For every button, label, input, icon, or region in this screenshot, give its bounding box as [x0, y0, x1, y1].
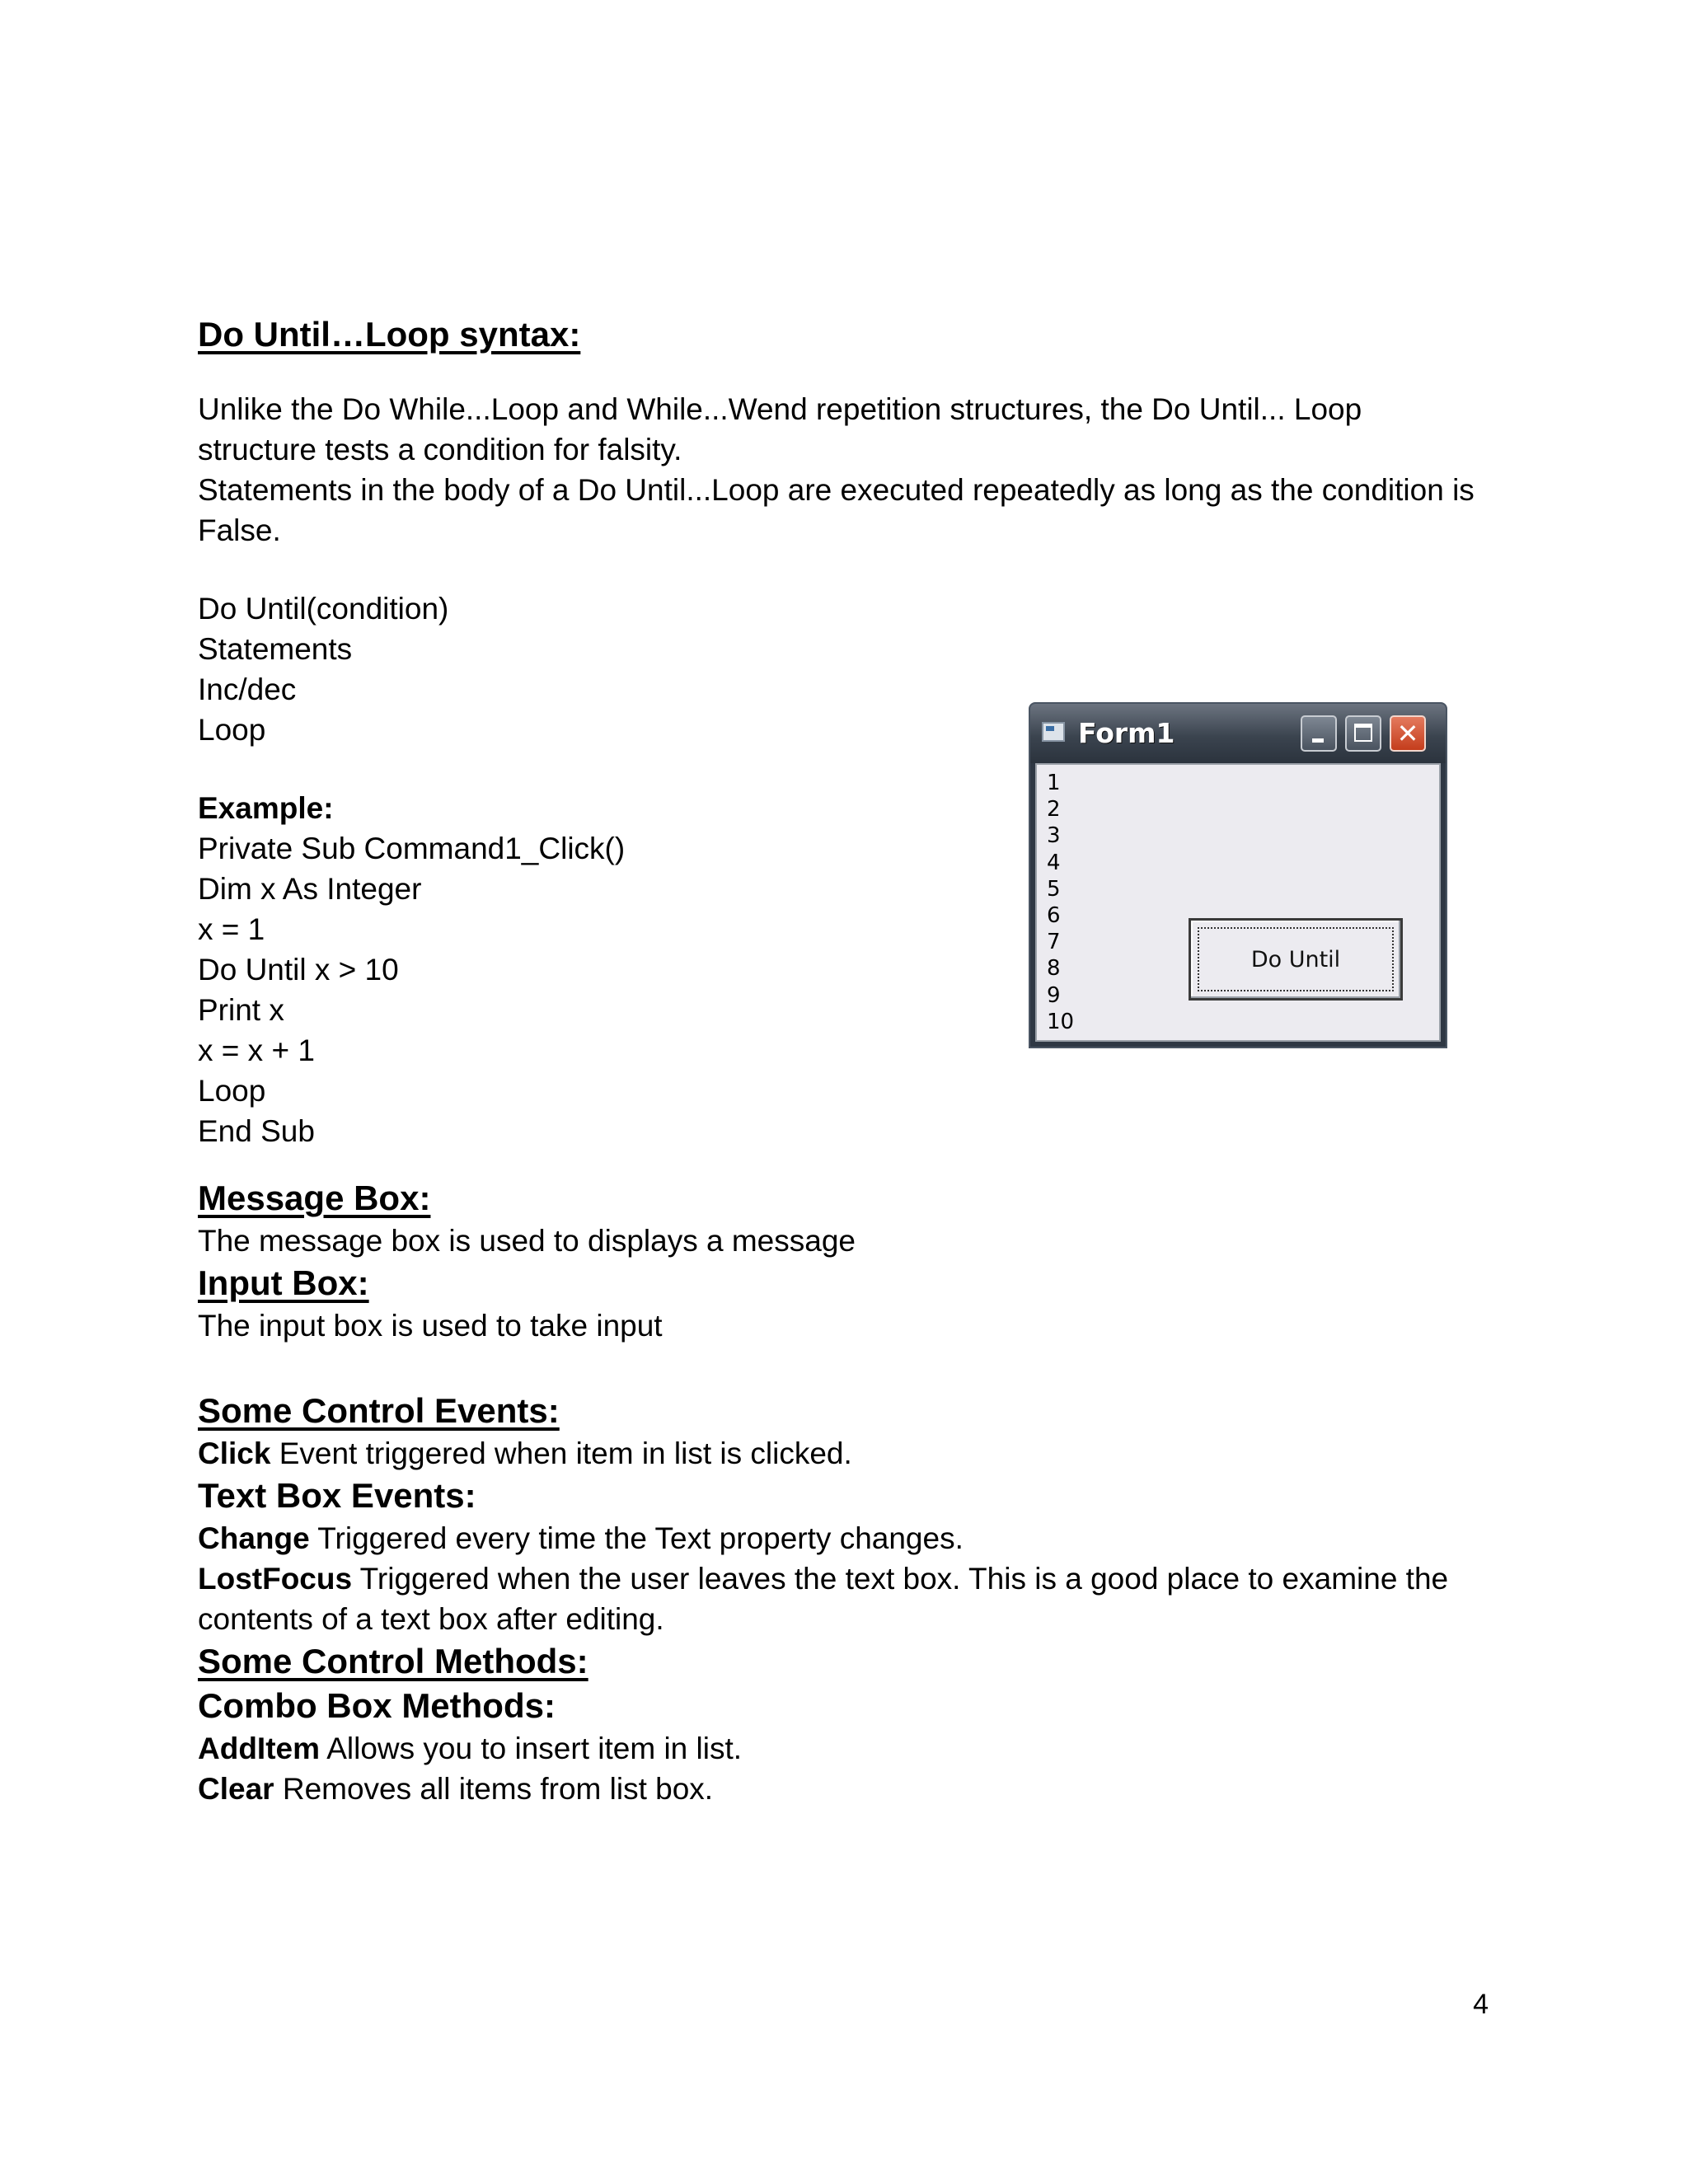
do-until-heading: Do Until…Loop syntax: — [198, 315, 581, 354]
vb-form-window — [1029, 702, 1447, 1048]
clear-description: Removes all items from list box. — [274, 1772, 714, 1806]
output-line: 9 — [1047, 982, 1061, 1008]
output-line: 5 — [1047, 876, 1061, 902]
control-methods-heading: Some Control Methods: — [198, 1642, 588, 1680]
lostfocus-event-entry — [198, 1558, 1484, 1639]
code-line: Print x — [198, 993, 284, 1027]
text-box-events-heading: Text Box Events: — [198, 1476, 476, 1515]
syntax-line: Loop — [198, 713, 266, 747]
click-description: Event triggered when item in list is clicked. — [270, 1436, 852, 1470]
input-box-heading: Input Box: — [198, 1263, 369, 1302]
code-line: Private Sub Command1_Click() — [198, 832, 626, 865]
code-line: x = 1 — [198, 912, 265, 946]
syntax-line: Do Until(condition) — [198, 592, 449, 626]
do-until-paragraph-2: Statements in the body of a Do Until...Loop are executed repeatedly as long as the condition is False. — [198, 473, 1475, 547]
click-event-entry — [198, 1433, 1484, 1474]
window-titlebar[interactable] — [1030, 704, 1446, 763]
output-line: 2 — [1047, 797, 1061, 823]
window-title: Form1 — [1078, 717, 1175, 749]
lostfocus-description: Triggered when the user leaves the text box. This is a good place to examine the contents of a text box after editing. — [198, 1562, 1449, 1636]
print-output — [1047, 770, 1074, 1035]
additem-term: AddItem — [198, 1732, 320, 1765]
page-number: 4 — [1473, 1989, 1489, 2020]
form-icon — [1042, 722, 1065, 742]
do-until-button[interactable] — [1189, 918, 1403, 1001]
change-term: Change — [198, 1521, 310, 1555]
output-line: 7 — [1047, 930, 1061, 955]
maximize-icon[interactable] — [1345, 715, 1381, 752]
code-line: Dim x As Integer — [198, 872, 422, 906]
syntax-line: Inc/dec — [198, 673, 297, 706]
output-line: 4 — [1047, 850, 1061, 875]
output-line: 1 — [1047, 771, 1061, 795]
do-until-button-label: Do Until — [1198, 927, 1394, 991]
close-icon[interactable] — [1390, 715, 1426, 752]
clear-method-entry — [198, 1769, 1484, 1809]
code-line: Do Until x > 10 — [198, 953, 399, 987]
do-until-paragraph-1: Unlike the Do While...Loop and While...Wend repetition structures, the Do Until... Loop structure tests a condition for falsity. — [198, 392, 1362, 466]
output-line: 3 — [1047, 823, 1061, 849]
code-line: Loop — [198, 1074, 266, 1108]
message-box-heading: Message Box: — [198, 1179, 431, 1217]
additem-description: Allows you to insert item in list. — [320, 1732, 743, 1765]
form-client-area — [1035, 763, 1441, 1042]
input-box-text: The input box is used to take input — [198, 1309, 663, 1343]
change-event-entry — [198, 1518, 1484, 1558]
code-line: x = x + 1 — [198, 1033, 315, 1067]
example-label: Example: — [198, 791, 334, 825]
output-line: 10 — [1047, 1009, 1075, 1034]
message-box-text: The message box is used to displays a message — [198, 1224, 856, 1258]
output-line: 8 — [1047, 956, 1061, 982]
change-description: Triggered every time the Text property changes. — [309, 1521, 964, 1555]
output-line: 6 — [1047, 902, 1061, 928]
control-events-heading: Some Control Events: — [198, 1391, 560, 1430]
minimize-icon[interactable] — [1301, 715, 1337, 752]
click-term: Click — [198, 1436, 271, 1470]
additem-method-entry — [198, 1728, 1484, 1769]
lostfocus-term: LostFocus — [198, 1562, 353, 1596]
clear-term: Clear — [198, 1772, 274, 1806]
close-glyph: ✕ — [1396, 718, 1419, 749]
syntax-line: Statements — [198, 632, 353, 666]
code-line: End Sub — [198, 1114, 315, 1148]
content-column — [198, 312, 1484, 1809]
combo-box-methods-heading: Combo Box Methods: — [198, 1686, 556, 1725]
